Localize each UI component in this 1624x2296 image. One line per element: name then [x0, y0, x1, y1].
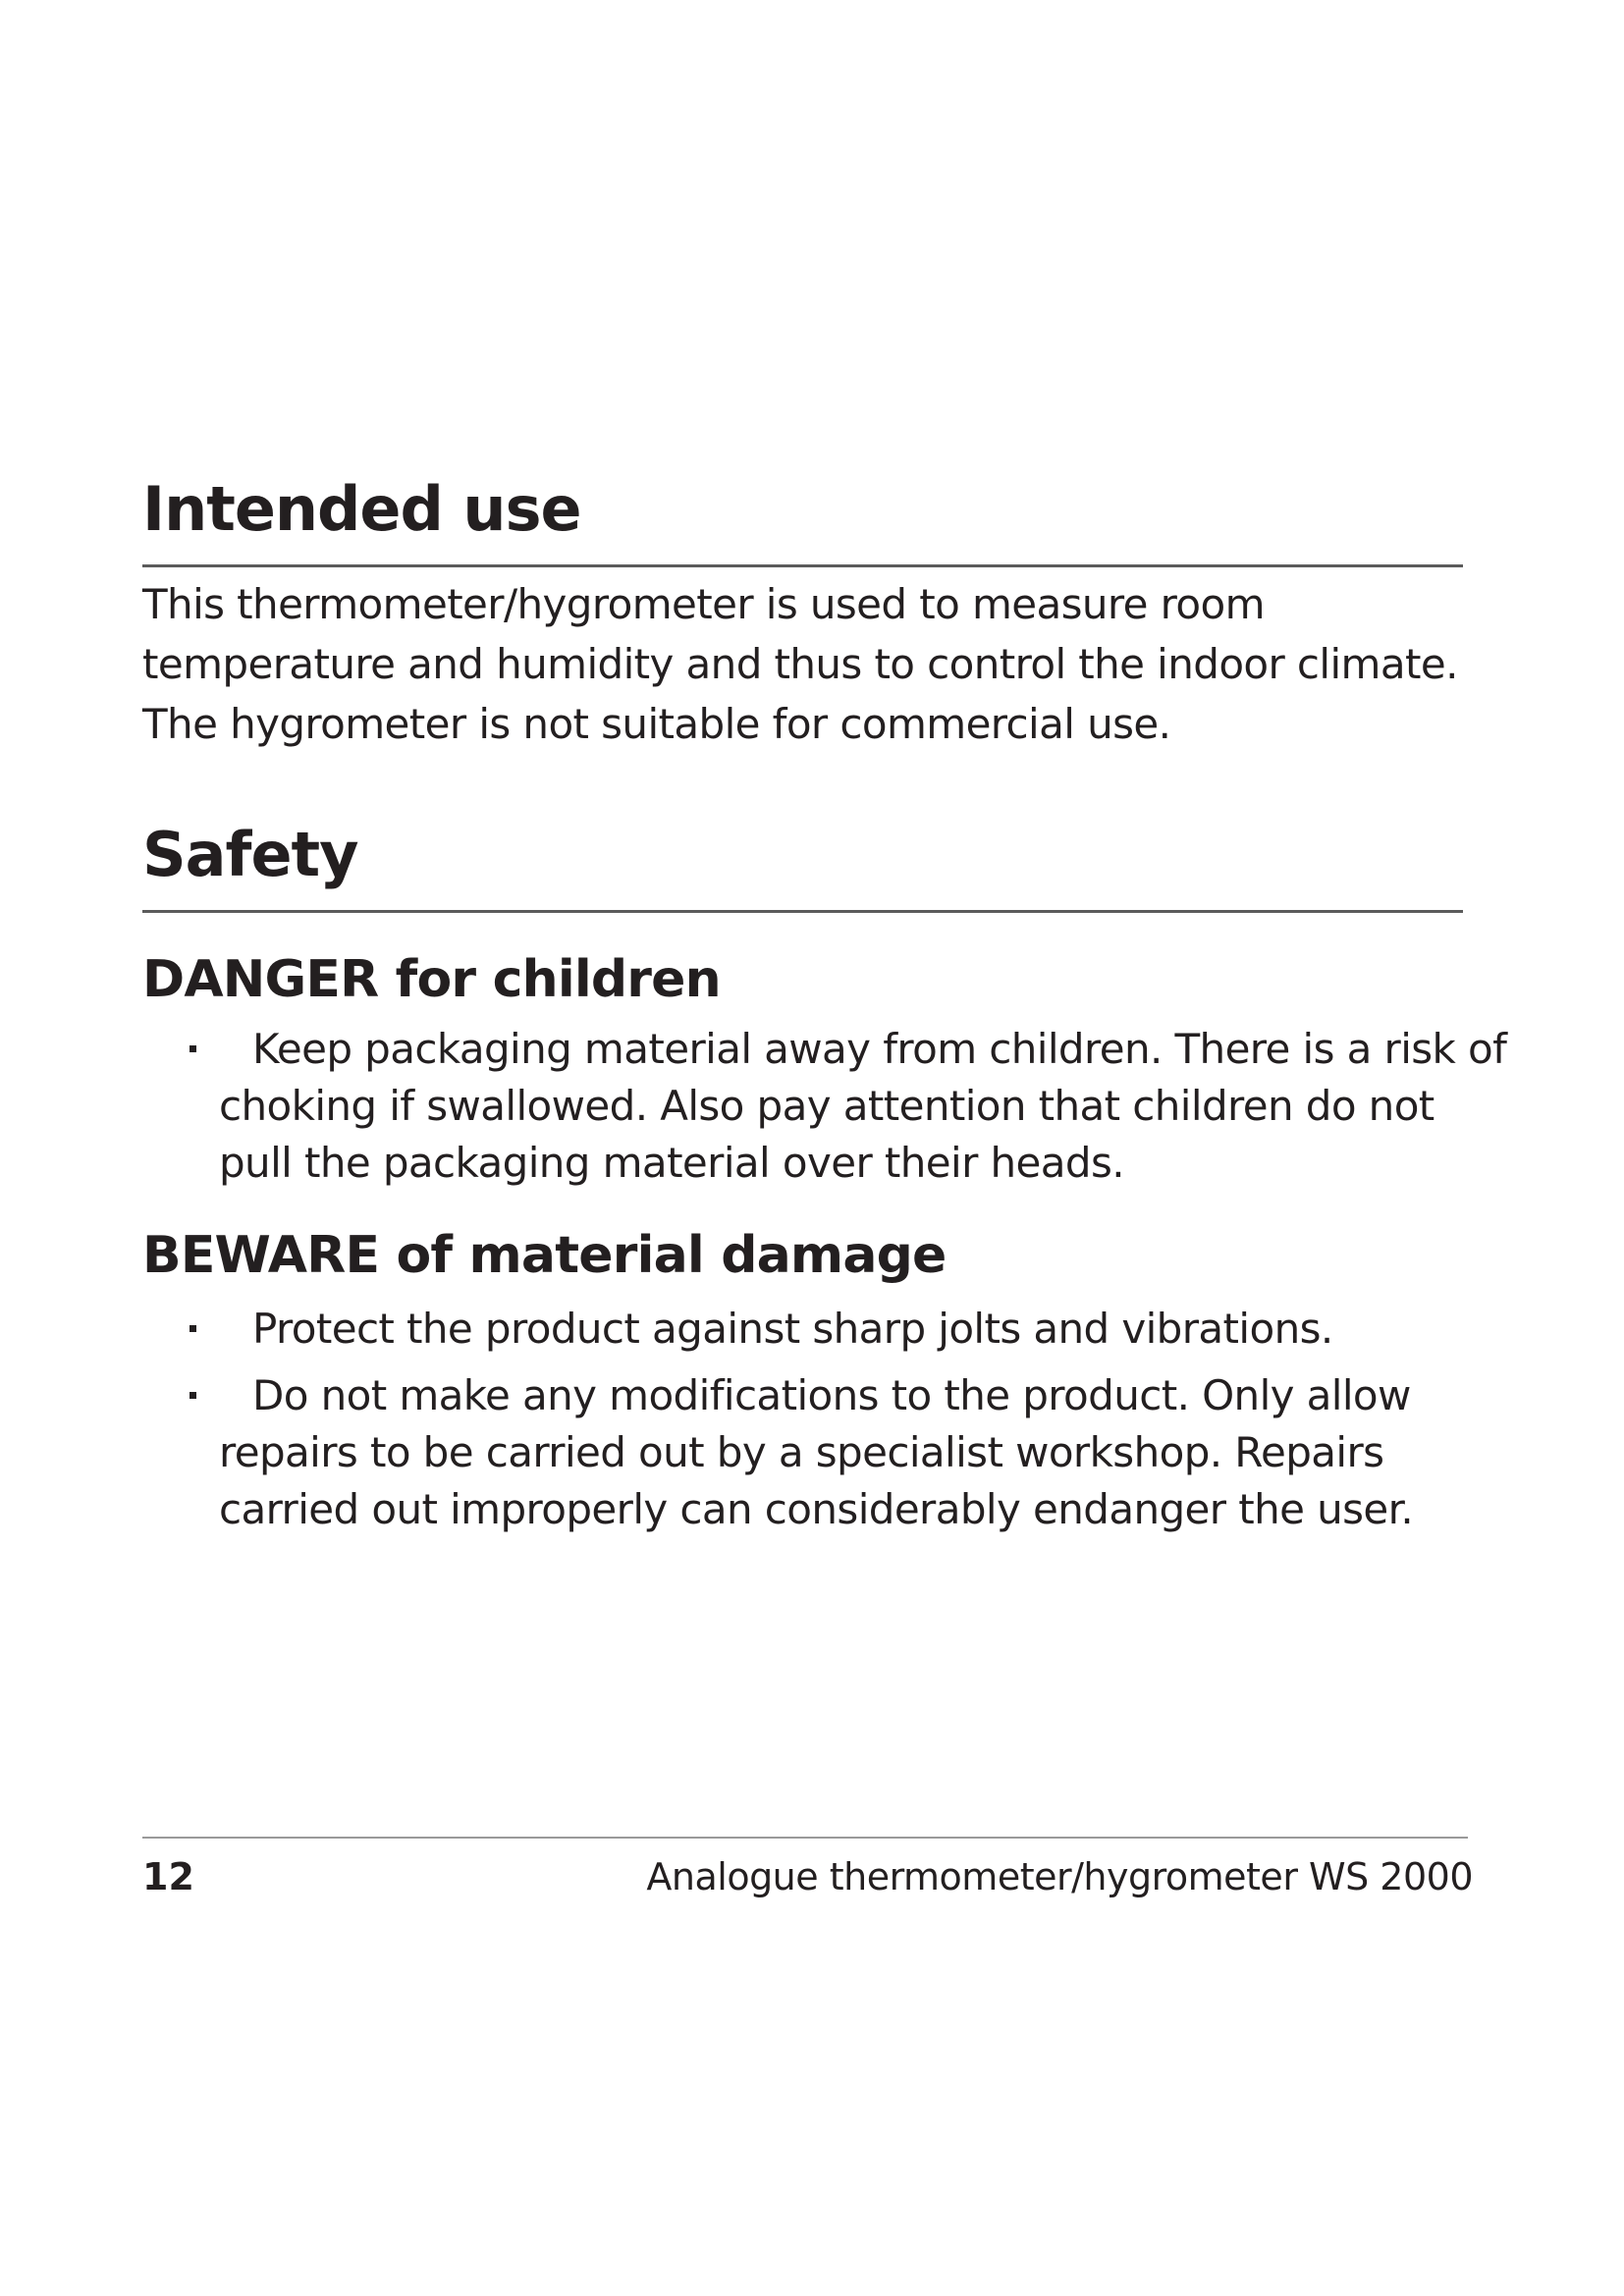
footer-divider — [142, 1837, 1468, 1839]
bullet-square-icon — [189, 1392, 196, 1399]
intended-use-divider — [142, 564, 1463, 567]
intended-use-paragraph — [142, 574, 1517, 754]
safety-divider — [142, 910, 1463, 913]
beware-damage-heading: BEWARE of material damage — [142, 1226, 947, 1285]
intended-use-heading: Intended use — [142, 473, 581, 545]
bullet-text-line: carried out improperly can considerably endanger the user. — [219, 1485, 1414, 1533]
danger-children-heading: DANGER for children — [142, 950, 721, 1009]
bullet-text-line: repairs to be carried out by a specialist workshop. Repairs — [219, 1428, 1384, 1476]
page-number: 12 — [142, 1855, 194, 1898]
bullet-square-icon — [189, 1045, 196, 1052]
bullet-text-line — [142, 1301, 1537, 1358]
bullet-text: Protect the product against sharp jolts and vibrations. — [252, 1305, 1333, 1353]
bullet-text-line: pull the packaging material over their heads. — [219, 1139, 1124, 1187]
beware-list-item — [142, 1301, 1537, 1358]
danger-list-item — [142, 1021, 1537, 1192]
bullet-square-icon — [189, 1325, 196, 1332]
beware-list-item — [142, 1367, 1537, 1538]
intended-use-line: This thermometer/hygrometer is used to measure room — [142, 580, 1265, 628]
bullet-text-line — [142, 1021, 1537, 1078]
intended-use-line: temperature and humidity and thus to control the indoor climate. — [142, 640, 1458, 688]
intended-use-line: The hygrometer is not suitable for commercial use. — [142, 700, 1171, 748]
footer-document-title: Analogue thermometer/hygrometer WS 2000 — [646, 1855, 1473, 1898]
bullet-text: Do not make any modifications to the product. Only allow — [252, 1371, 1411, 1419]
bullet-text: Keep packaging material away from children. There is a risk of — [252, 1025, 1507, 1073]
safety-heading: Safety — [142, 819, 358, 890]
bullet-text-line — [142, 1367, 1537, 1424]
bullet-text-line: choking if swallowed. Also pay attention that children do not — [219, 1082, 1435, 1130]
